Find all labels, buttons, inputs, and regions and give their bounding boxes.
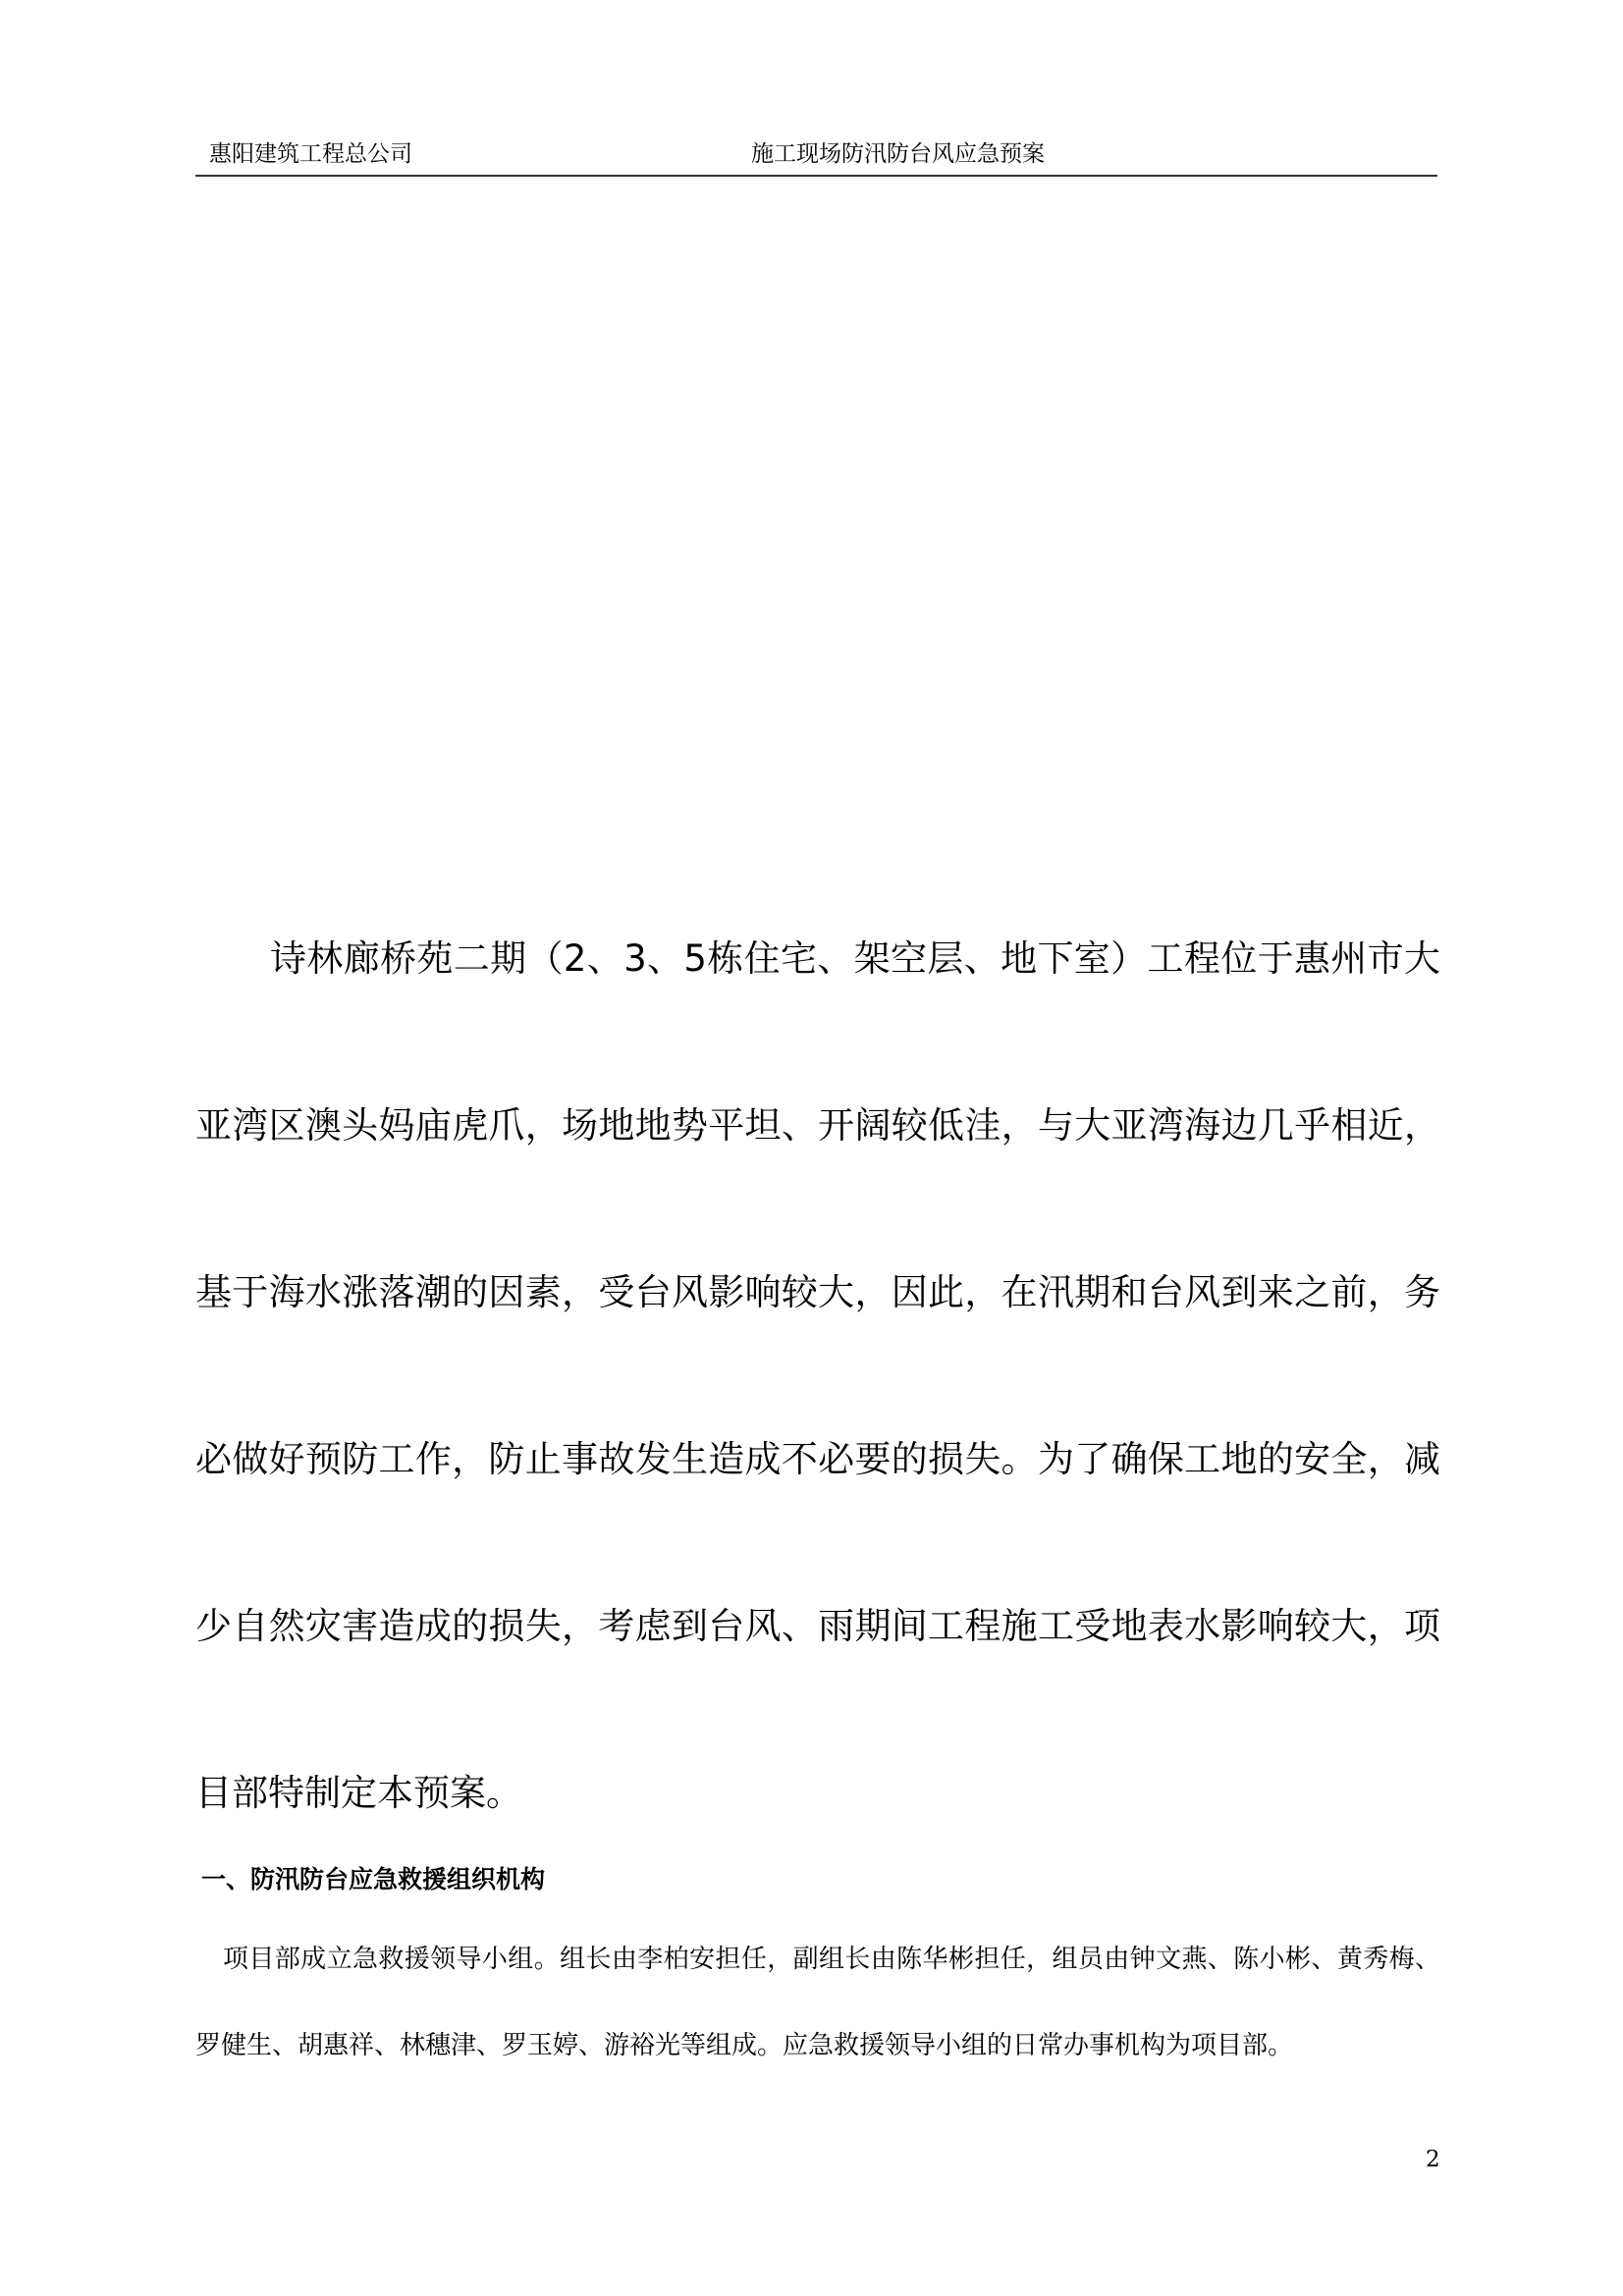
intro-paragraph: 诗林廊桥苑二期（2、3、5栋住宅、架空层、地下室）工程位于惠州市大亚湾区澳头妈庙虎爪，场地地势平坦、开阔较低洼，与大亚湾海边几乎相近，基于海水涨落潮的因素，受台风影响较大，因此，在汛期和台风到来之前，务必做好预防工作，防止事故发生造成不必要的损失。为了确保工地的安全，减少自然灾害造成的损失，考虑到台风、雨期间工程施工受地表水影响较大，项目部特制定本预案。 <box>195 937 1440 1814</box>
header-document-title: 施工现场防汛防台风应急预案 <box>751 141 1045 167</box>
section-1-heading: 一、防汛防台应急救援组织机构 <box>201 1865 546 1894</box>
header-company-name: 惠阳建筑工程总公司 <box>209 141 412 167</box>
page-number: 2 <box>1426 2147 1440 2172</box>
page-header <box>195 130 1437 177</box>
section-1-paragraph: 项目部成立急救援领导小组。组长由李柏安担任，副组长由陈华彬担任，组员由钟文燕、陈小彬、黄秀梅、罗健生、胡惠祥、林穗津、罗玉婷、游裕光等组成。应急救援领导小组的日常办事机构为项目部。 <box>195 1945 1440 2060</box>
